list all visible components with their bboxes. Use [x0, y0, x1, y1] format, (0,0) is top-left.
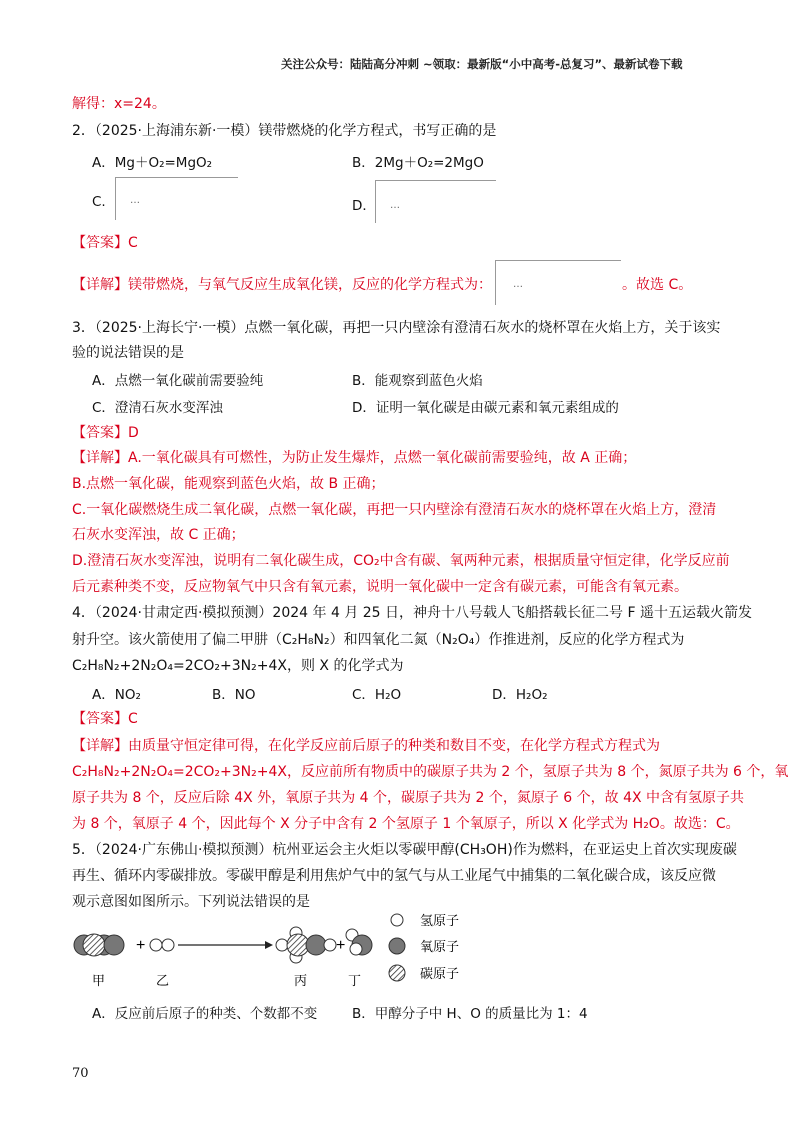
q3-detail-5: D.澄清石灰水变浑浊，说明有二氧化碳生成，CO₂中含有碳、氧两种元素，根据质量守恒定律，化学反应前	[72, 553, 730, 569]
q2-answer: 【答案】C	[72, 235, 138, 251]
q2-detail-ellipsis: …	[513, 279, 523, 290]
q4-option-a: A．NO₂	[92, 687, 141, 703]
label-jia: 甲	[92, 974, 106, 989]
q3-detail-2: B.点燃一氧化碳，能观察到蓝色火焰，故 B 正确；	[72, 476, 385, 492]
q3-option-d: D．证明一氧化碳是由碳元素和氧元素组成的	[352, 400, 619, 416]
q3-detail-4: 石灰水变浑浊，故 C 正确；	[72, 527, 245, 543]
q4-detail-3: 原子共为 8 个，反应后除 4X 外，氧原子共为 4 个，碳原子共为 2 个，氮原子 6 个，故 4X 中含有氢原子共	[72, 790, 745, 806]
q3-option-c: C．澄清石灰水变浑浊	[92, 400, 223, 416]
svg-text:氢原子: 氢原子	[420, 914, 460, 929]
q4-stem-line1: 4．（2024·甘肃定西·模拟预测）2024 年 4 月 25 日，神舟十八号载人飞船搭载长征二号 F 遥十五运载火箭发	[72, 605, 752, 621]
q5-stem-line2: 再生、循环内零碳排放。零碳甲醇是利用焦炉气中的氢气与从工业尾气中捕集的二氧化碳合成，该反应微	[72, 868, 716, 884]
q3-stem-line1: 3．（2025·上海长宁·一模）点燃一氧化碳，再把一只内壁涂有澄清石灰水的烧杯罩在火焰上方，关于该实	[72, 320, 721, 336]
reactant-h2-molecule	[150, 939, 174, 951]
q5-option-a: A．反应前后原子的种类、个数都不变	[92, 1006, 318, 1022]
svg-text:氧原子: 氧原子	[420, 940, 460, 955]
legend-oxygen	[389, 938, 459, 955]
product-methanol-molecule	[276, 927, 336, 963]
q3-detail-6: 后元素种类不变，反应物氧气中只含有氧元素，说明一氧化碳中一定含有碳元素，可能含有氧元素。	[72, 579, 688, 595]
q4-option-d: D．H₂O₂	[492, 687, 548, 703]
legend-hydrogen	[391, 914, 459, 929]
q3-option-a: A．点燃一氧化碳前需要验纯	[92, 373, 264, 389]
q4-detail-2: C₂H₈N₂+2N₂O₄=2CO₂+3N₂+4X，反应前所有物质中的碳原子共为 2 个，氢原子共为 8 个，氮原子共为 6 个，氧	[72, 764, 789, 780]
q2-detail-a: 【详解】镁带燃烧，与氧气反应生成氧化镁，反应的化学方程式为：	[72, 277, 492, 293]
q2-stem: 2．（2025·上海浦东新·一模）镁带燃烧的化学方程式，书写正确的是	[72, 123, 497, 139]
q2-detail-b: 。故选 C。	[622, 277, 693, 293]
q4-stem-line2: 射升空。该火箭使用了偏二甲肼（C₂H₈N₂）和四氧化二氮（N₂O₄）作推进剂，反应的化学方程式为	[72, 632, 685, 648]
prev-answer: 解得：x=24。	[72, 96, 166, 112]
q5-option-b: B．甲醇分子中 H、O 的质量比为 1：4	[352, 1006, 588, 1022]
q3-detail-3: C.一氧化碳燃烧生成二氧化碳，点燃一氧化碳，再把一只内壁涂有澄清石灰水的烧杯罩在火焰上方，澄清	[72, 502, 717, 518]
page-header: 关注公众号：陆陆高分冲刺 ~领取：最新版“小中高考-总复习”、最新试卷下载	[281, 57, 683, 71]
q2-option-c-ellipsis: …	[130, 195, 140, 206]
reaction-arrow	[178, 941, 273, 949]
plus-sign-1: +	[136, 937, 146, 954]
label-yi: 乙	[156, 974, 170, 989]
q2-option-b: B．2Mg＋O₂=2MgO	[352, 155, 484, 171]
reactant-co2-molecule	[74, 934, 124, 956]
q4-option-c: C．H₂O	[352, 687, 402, 703]
legend-carbon	[389, 965, 459, 982]
plus-sign-2: +	[336, 937, 346, 954]
q2-option-c: C.	[92, 194, 106, 210]
q4-stem-line3: C₂H₈N₂+2N₂O₄=2CO₂+3N₂+4X，则 X 的化学式为	[72, 658, 404, 674]
q4-detail-1: 【详解】由质量守恒定律可得，在化学反应前后原子的种类和数目不变，在化学方程式方程式为	[72, 738, 660, 754]
q5-stem-line3: 观示意图如图所示。下列说法错误的是	[72, 894, 310, 910]
q4-detail-4: 为 8 个，氧原子 4 个，因此每个 X 分子中含有 2 个氢原子 1 个氧原子，所以 X 化学式为 H₂O。故选：C。	[72, 816, 740, 832]
label-bing: 丙	[294, 974, 308, 989]
reaction-diagram	[60, 905, 620, 995]
q5-stem-line1: 5．（2024·广东佛山·模拟预测）杭州亚运会主火炬以零碳甲醇(CH₃OH)作为燃料，在亚运史上首次实现废碳	[72, 842, 737, 858]
q4-option-b: B．NO	[212, 687, 256, 703]
label-ding: 丁	[348, 974, 362, 989]
page-number: 70	[72, 1066, 89, 1081]
q2-option-d-ellipsis: …	[390, 200, 400, 211]
q3-answer: 【答案】D	[72, 425, 139, 441]
q2-option-d: D．	[352, 198, 376, 214]
q3-stem-line2: 验的说法错误的是	[72, 345, 184, 361]
q2-option-a: A．Mg＋O₂=MgO₂	[92, 155, 213, 171]
svg-text:碳原子: 碳原子	[420, 967, 460, 982]
q3-detail-1: 【详解】A.一氧化碳具有可燃性，为防止发生爆炸，点燃一氧化碳前需要验纯，故 A 正确；	[72, 450, 637, 466]
q3-option-b: B．能观察到蓝色火焰	[352, 373, 483, 389]
q4-answer: 【答案】C	[72, 711, 138, 727]
product-water-molecule	[346, 929, 372, 955]
